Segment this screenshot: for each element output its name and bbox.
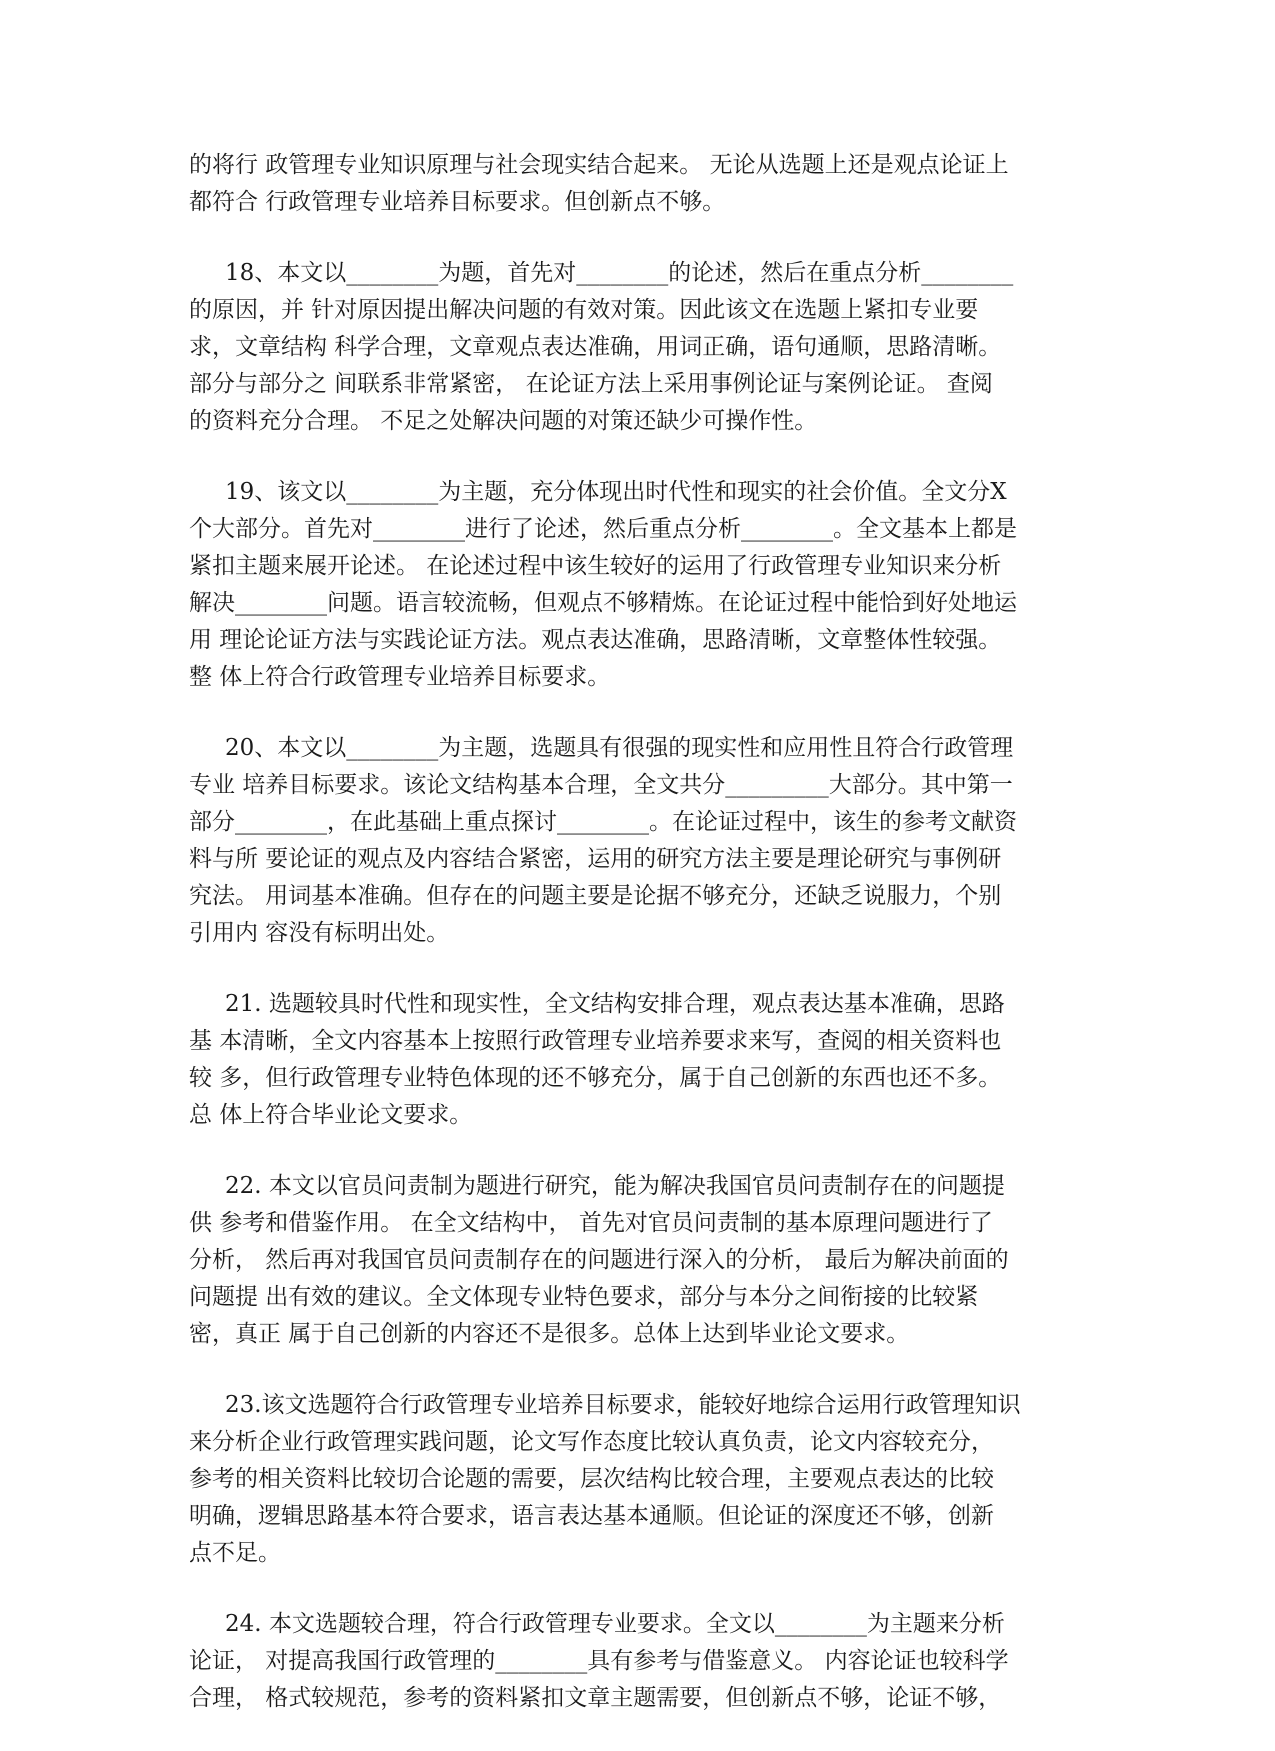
text-line: 20、本文以________为主题，选题具有很强的现实性和应用性且符合行政管理	[225, 735, 1014, 761]
document-body	[189, 147, 1099, 1751]
text-line: 个大部分。首先对________进行了论述，然后重点分析________。全文基本上都是	[189, 516, 1017, 542]
paragraph-18	[189, 255, 1099, 440]
text-line: 都符合 行政管理专业培养目标要求。但创新点不够。	[189, 189, 726, 215]
paragraph-20	[189, 730, 1099, 952]
paragraph-22	[189, 1168, 1099, 1353]
paragraph-24	[189, 1606, 1099, 1717]
text-line: 的将行 政管理专业知识原理与社会现实结合起来。 无论从选题上还是观点论证上	[189, 152, 1009, 178]
text-line: 求，文章结构 科学合理，文章观点表达准确，用词正确，语句通顺，思路清晰。	[189, 334, 1002, 360]
text-line: 较 多，但行政管理专业特色体现的还不够充分，属于自己创新的东西也还不多。	[189, 1065, 1002, 1091]
text-line: 24. 本文选题较合理，符合行政管理专业要求。全文以________为主题来分析	[225, 1611, 1005, 1637]
paragraph-21	[189, 986, 1099, 1134]
paragraph-17-continuation	[189, 147, 1099, 221]
text-line: 18、本文以________为题，首先对________的论述，然后在重点分析________	[225, 260, 1014, 286]
text-line: 密，真正 属于自己创新的内容还不是很多。总体上达到毕业论文要求。	[189, 1321, 910, 1347]
text-line: 引用内 容没有标明出处。	[189, 920, 450, 946]
text-line: 用 理论论证方法与实践论证方法。观点表达准确，思路清晰，文章整体性较强。	[189, 627, 1002, 653]
text-line: 点不足。	[189, 1540, 281, 1566]
text-line: 19、该文以________为主题，充分体现出时代性和现实的社会价值。全文分X	[225, 479, 1007, 505]
text-line: 的资料充分合理。 不足之处解决问题的对策还缺少可操作性。	[189, 408, 818, 434]
paragraph-23	[189, 1387, 1099, 1572]
text-line: 紧扣主题来展开论述。 在论述过程中该生较好的运用了行政管理专业知识来分析	[189, 553, 1002, 579]
text-line: 21. 选题较具时代性和现实性，全文结构安排合理，观点表达基本准确，思路	[225, 991, 1005, 1017]
text-line: 的原因，并 针对原因提出解决问题的有效对策。因此该文在选题上紧扣专业要	[189, 297, 979, 323]
text-line: 问题提 出有效的建议。全文体现专业特色要求，部分与本分之间衔接的比较紧	[189, 1284, 979, 1310]
text-line: 基 本清晰，全文内容基本上按照行政管理专业培养要求来写，查阅的相关资料也	[189, 1028, 1002, 1054]
text-line: 解决________问题。语言较流畅，但观点不够精炼。在论证过程中能恰到好处地运	[189, 590, 1017, 616]
text-line: 供 参考和借鉴作用。 在全文结构中， 首先对官员问责制的基本原理问题进行了	[189, 1210, 993, 1236]
text-line: 专业 培养目标要求。该论文结构基本合理，全文共分_________大部分。其中第一	[189, 772, 1013, 798]
text-line: 整 体上符合行政管理专业培养目标要求。	[189, 664, 611, 690]
text-line: 明确，逻辑思路基本符合要求，语言表达基本通顺。但论证的深度还不够，创新	[189, 1503, 994, 1529]
text-line: 总 体上符合毕业论文要求。	[189, 1102, 473, 1128]
text-line: 部分与部分之 间联系非常紧密， 在论证方法上采用事例论证与案例论证。 查阅	[189, 371, 993, 397]
text-line: 22. 本文以官员问责制为题进行研究，能为解决我国官员问责制存在的问题提	[225, 1173, 1005, 1199]
text-line: 参考的相关资料比较切合论题的需要，层次结构比较合理，主要观点表达的比较	[189, 1466, 994, 1492]
text-line: 来分析企业行政管理实践问题，论文写作态度比较认真负责，论文内容较充分，	[189, 1429, 994, 1455]
text-line: 23.该文选题符合行政管理专业培养目标要求，能较好地综合运用行政管理知识	[225, 1392, 1021, 1418]
text-line: 部分________，在此基础上重点探讨________。在论证过程中，该生的参考文献资	[189, 809, 1017, 835]
paragraph-19	[189, 474, 1099, 696]
text-line: 论证， 对提高我国行政管理的________具有参考与借鉴意义。 内容论证也较科学	[189, 1648, 1009, 1674]
text-line: 分析， 然后再对我国官员问责制存在的问题进行深入的分析， 最后为解决前面的	[189, 1247, 1009, 1273]
text-line: 究法。 用词基本准确。但存在的问题主要是论据不够充分，还缺乏说服力，个别	[189, 883, 1002, 909]
text-line: 料与所 要论证的观点及内容结合紧密，运用的研究方法主要是理论研究与事例研	[189, 846, 1002, 872]
text-line: 合理， 格式较规范，参考的资料紧扣文章主题需要，但创新点不够，论证不够，	[189, 1685, 1002, 1711]
